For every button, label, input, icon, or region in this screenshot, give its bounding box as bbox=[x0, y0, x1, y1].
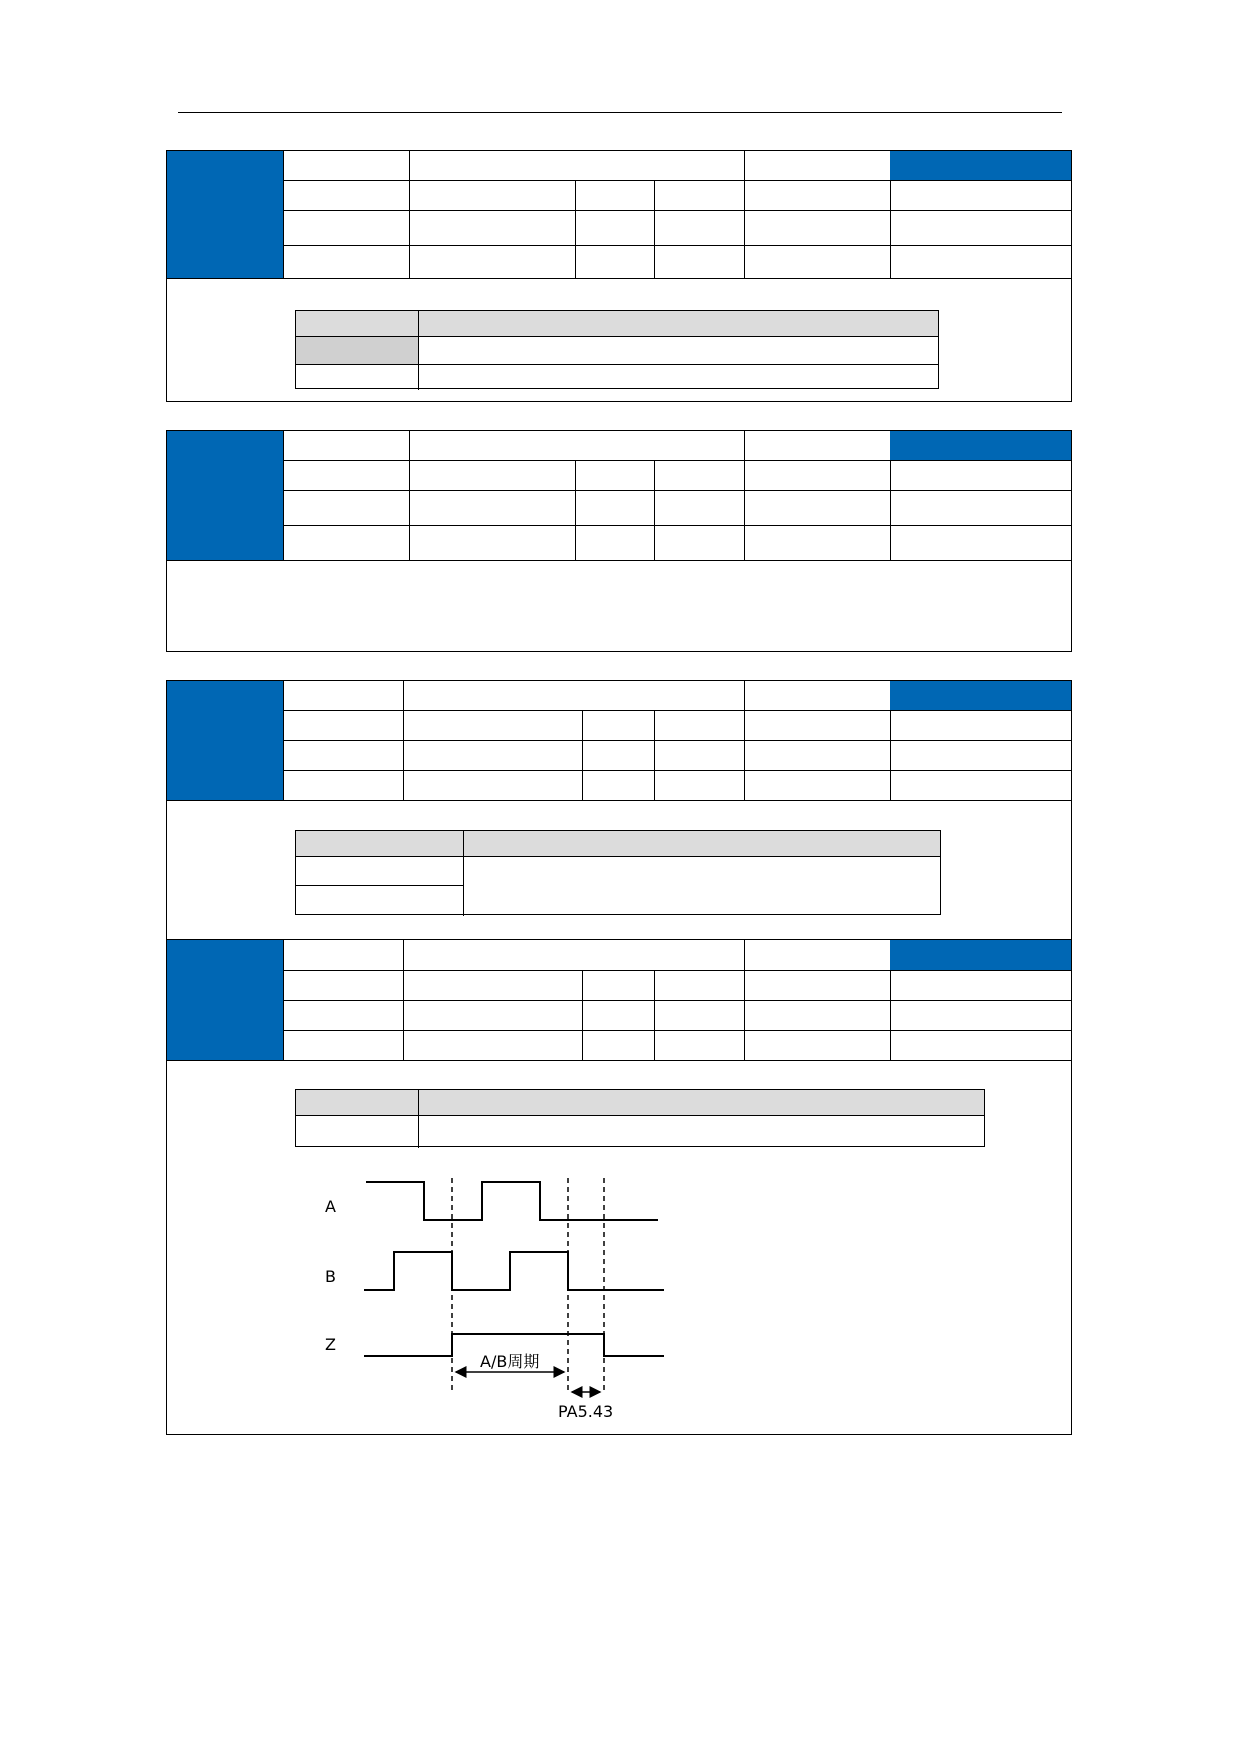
header-rule bbox=[178, 112, 1062, 113]
table-cell bbox=[283, 180, 410, 211]
mode-cell bbox=[949, 940, 1010, 971]
mode-cell bbox=[890, 431, 950, 461]
table-cell bbox=[582, 1030, 655, 1061]
table-cell bbox=[744, 940, 891, 971]
value-table-cell bbox=[296, 337, 418, 364]
mode-cell bbox=[890, 151, 950, 181]
table-cell bbox=[283, 525, 410, 561]
mode-cell bbox=[949, 681, 1010, 711]
table-cell bbox=[283, 740, 404, 771]
table-cell bbox=[582, 710, 655, 741]
signal-a-waveform bbox=[366, 1182, 658, 1220]
table-cell bbox=[890, 210, 1071, 246]
table-cell bbox=[283, 1000, 404, 1031]
table-cell bbox=[744, 710, 891, 741]
table-cell bbox=[744, 1030, 891, 1061]
table-cell bbox=[283, 681, 404, 711]
table-cell bbox=[283, 245, 410, 279]
signal-label-b: B bbox=[325, 1267, 336, 1286]
parameter-id-cell bbox=[167, 431, 284, 561]
parameter-block-3 bbox=[166, 680, 1072, 940]
value-table-header bbox=[296, 1090, 984, 1116]
table-cell bbox=[654, 525, 745, 561]
table-cell bbox=[654, 1000, 745, 1031]
parameter-id-cell bbox=[167, 151, 284, 279]
table-cell bbox=[409, 180, 576, 211]
mode-cell bbox=[890, 681, 950, 711]
table-cell bbox=[890, 1030, 1071, 1061]
parameter-id-cell bbox=[167, 940, 284, 1061]
mode-cell bbox=[1009, 151, 1071, 181]
table-cell bbox=[744, 770, 891, 801]
parameter-label: PA5.43 bbox=[558, 1402, 614, 1421]
table-cell bbox=[744, 490, 891, 526]
table-cell bbox=[744, 180, 891, 211]
table-cell bbox=[654, 740, 745, 771]
table-cell bbox=[403, 940, 745, 971]
timing-diagram bbox=[300, 1160, 700, 1430]
table-cell bbox=[890, 770, 1071, 801]
table-cell bbox=[654, 210, 745, 246]
table-cell bbox=[283, 710, 404, 741]
value-table bbox=[295, 830, 941, 915]
table-cell bbox=[575, 525, 655, 561]
table-cell bbox=[283, 1030, 404, 1061]
table-cell bbox=[403, 1000, 583, 1031]
table-cell bbox=[283, 770, 404, 801]
parameter-block-1 bbox=[166, 150, 1072, 402]
value-table bbox=[295, 310, 939, 389]
value-table bbox=[295, 1089, 985, 1147]
table-cell bbox=[890, 460, 1071, 491]
table-cell bbox=[283, 460, 410, 491]
value-table-header bbox=[296, 831, 940, 857]
table-cell bbox=[409, 245, 576, 279]
table-cell bbox=[654, 490, 745, 526]
table-cell bbox=[744, 740, 891, 771]
mode-cell bbox=[890, 940, 950, 971]
table-cell bbox=[575, 210, 655, 246]
table-cell bbox=[409, 151, 745, 181]
table-cell bbox=[283, 970, 404, 1001]
table-cell bbox=[654, 1030, 745, 1061]
table-cell bbox=[744, 1000, 891, 1031]
table-cell bbox=[403, 740, 583, 771]
table-cell bbox=[890, 525, 1071, 561]
table-cell bbox=[409, 490, 576, 526]
table-cell bbox=[403, 681, 745, 711]
table-cell bbox=[890, 970, 1071, 1001]
table-cell bbox=[575, 460, 655, 491]
table-cell bbox=[654, 460, 745, 491]
table-cell bbox=[654, 245, 745, 279]
table-cell bbox=[890, 490, 1071, 526]
parameter-block-2 bbox=[166, 430, 1072, 652]
table-cell bbox=[283, 940, 404, 971]
table-cell bbox=[890, 710, 1071, 741]
table-cell bbox=[744, 460, 891, 491]
signal-label-z: Z bbox=[325, 1335, 336, 1354]
mode-cell bbox=[1009, 431, 1071, 461]
table-cell bbox=[283, 431, 410, 461]
table-cell bbox=[409, 460, 576, 491]
table-cell bbox=[409, 525, 576, 561]
mode-cell bbox=[949, 151, 1010, 181]
table-cell bbox=[575, 490, 655, 526]
table-cell bbox=[575, 245, 655, 279]
table-cell bbox=[409, 431, 745, 461]
table-cell bbox=[283, 210, 410, 246]
mode-cell bbox=[949, 431, 1010, 461]
period-label: A/B周期 bbox=[480, 1352, 540, 1371]
table-cell bbox=[744, 245, 891, 279]
table-cell bbox=[890, 180, 1071, 211]
table-cell bbox=[403, 770, 583, 801]
table-cell bbox=[403, 1030, 583, 1061]
signal-label-a: A bbox=[325, 1197, 336, 1216]
table-cell bbox=[890, 1000, 1071, 1031]
table-cell bbox=[654, 710, 745, 741]
table-cell bbox=[744, 431, 891, 461]
table-cell bbox=[744, 970, 891, 1001]
table-cell bbox=[403, 710, 583, 741]
table-cell bbox=[744, 151, 891, 181]
value-table-header bbox=[296, 311, 938, 337]
table-cell bbox=[582, 770, 655, 801]
table-cell bbox=[409, 210, 576, 246]
table-cell bbox=[654, 970, 745, 1001]
table-cell bbox=[582, 970, 655, 1001]
table-cell bbox=[744, 210, 891, 246]
table-cell bbox=[890, 245, 1071, 279]
table-cell bbox=[654, 770, 745, 801]
parameter-id-cell bbox=[167, 681, 284, 801]
table-cell bbox=[582, 1000, 655, 1031]
mode-cell bbox=[1009, 681, 1071, 711]
table-cell bbox=[575, 180, 655, 211]
table-cell bbox=[582, 740, 655, 771]
table-cell bbox=[890, 740, 1071, 771]
table-cell bbox=[283, 490, 410, 526]
table-cell bbox=[283, 151, 410, 181]
table-cell bbox=[654, 180, 745, 211]
table-cell bbox=[403, 970, 583, 1001]
table-cell bbox=[744, 681, 891, 711]
signal-b-waveform bbox=[364, 1252, 664, 1290]
table-cell bbox=[744, 525, 891, 561]
mode-cell bbox=[1009, 940, 1071, 971]
